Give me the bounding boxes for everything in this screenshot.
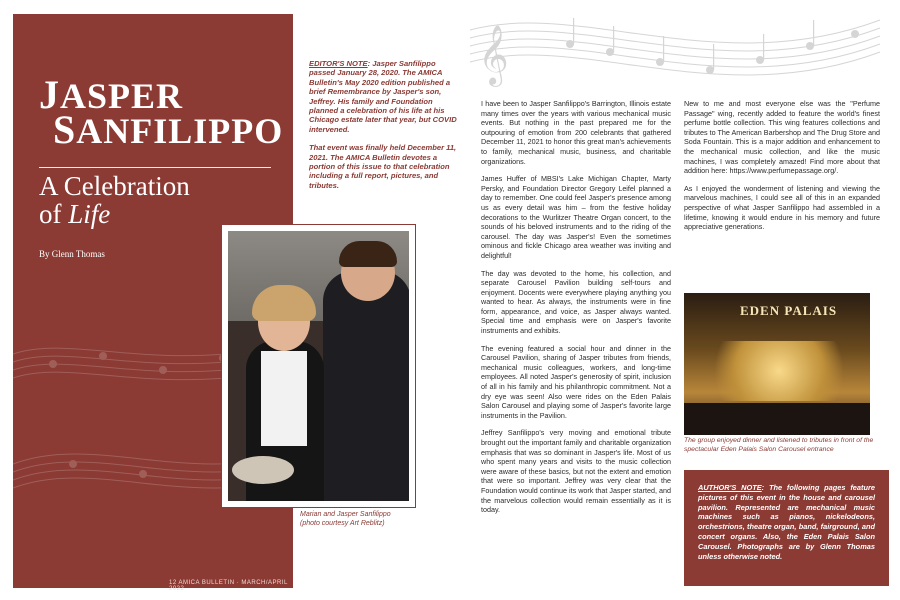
photo-caption-line2: (photo courtesy Art Reblitz) <box>300 520 385 527</box>
subtitle-line2-emph: Life <box>68 199 111 229</box>
carousel-caption: The group enjoyed dinner and listened to tributes in front of the spectacular Eden Palais Salon Carousel entrance <box>684 437 874 453</box>
column1-paragraph: Jeffrey Sanfilippo's very moving and emotional tribute brought out the important family and charitable organization emphasis that was so dominant in Jasper's life. Most of us who spent many years and visits to the music collection were aware of these basics, but not the extent and emotion that were so important. Jeffrey was very clear that the Foundation would continue its work that Jasper started, and the marvelous collection would remain essentially as it is today. <box>481 428 671 515</box>
column1-paragraph: James Huffer of MBSI's Lake Michigan Chapter, Marty Persky, and Foundation Director Gregory Leifel planned a day to remember. One could feel Jasper's presence among us as every detail was him – from the festive holiday decorations to the Wurlitzer Theatre Organ concert, to the sounds of his beloved instruments and to the riding of the carousel. The day was Jasper's! Even the sometimes ominous and fickle Chicago area weather was inviting and delightful! <box>481 174 671 260</box>
editors-note-label: EDITOR'S NOTE <box>309 59 368 68</box>
subtitle-line1: A Celebration <box>39 171 190 201</box>
title-divider <box>39 167 271 168</box>
carousel-crowd <box>684 403 870 435</box>
carousel-sign: EDEN PALAIS <box>740 303 838 318</box>
column1-paragraph: I have been to Jasper Sanfilippo's Barrington, Illinois estate many times over the years with various mechanical music events. But nothing in the past prepared me for the outpouring of emotion from 200 celebrants that gathered December 11, 2021 to honor this great man's achievements to family, mechanical music, business, and charitable organizations. <box>481 99 671 166</box>
carousel-photo <box>684 293 870 435</box>
article-subtitle <box>39 172 190 228</box>
column1-paragraph: The day was devoted to the home, his collection, and separate Carousel Pavilion building self-tours and enjoyment. Docents were everywhere playing anything you wanted to hear. As always, the instruments were in fine form, appearance, and voice, as Jasper always wanted. Special time and emphasis were on Jasper's favorite instruments and exhibits. <box>481 268 671 336</box>
editors-note-paragraph2: That event was finally held December 11, 2021. The AMICA Bulletin devotes a portion of this issue to that celebration including a full report, pictures, and tributes. <box>309 143 457 190</box>
photo-woman-shirt <box>261 351 307 446</box>
photo-caption-line1: Marian and Jasper Sanfilippo <box>300 511 391 518</box>
portrait-photo <box>228 231 409 501</box>
title-line1-rest: ASPER <box>60 76 184 116</box>
photo-frame <box>221 224 416 508</box>
column2-paragraph: As I enjoyed the wonderment of listening and viewing the marvelous machines, I could see all of this in an expanded perspective of what Jasper Sanfilippo had assembled in a lifetime, knowing it would endure in his memory and future appreciative generations. <box>684 183 880 232</box>
body-column-2 <box>684 99 880 240</box>
title-line2-cap: S <box>53 107 77 152</box>
photo-caption <box>300 510 430 528</box>
editors-note-paragraph1: : Jasper Sanfilippo passed January 28, 2020. The AMICA Bulletin's May 2020 edition published a brief Remembrance by Jasper's son, Jeffrey. His family and Foundation planned a celebration of his life at his Chicago estate later that year, but COVID intervened. <box>309 59 457 134</box>
title-line2-rest: ANFILIPPO <box>76 111 284 151</box>
photo-plate <box>232 456 294 484</box>
column2-paragraph: New to me and most everyone else was the "Perfume Passage" wing, recently added to feature the world's finest perfume bottle collection. This wing features collections and tributes to The American Barbershop and The Drug Store and Soda Fountain. This is a major addition and enhancement to the mechanical music collection, and like the music machines, I was completely amazed! Find more about that addition here: https://www.perfumepassage.org/. <box>684 99 880 176</box>
authors-note-text: : The following pages feature pictures of this event in the house and carousel pavilion. Represented are mechanical music machines such as pianos, nickelodeons, orchestrions, theatre organ, band, fairground, and concert organs. Also, the Eden Palais Salon Carousel. Photographs are by Glenn Thomas unless otherwise noted. <box>698 483 875 561</box>
editors-note <box>309 59 459 199</box>
carousel-lights <box>704 341 854 401</box>
authors-note-label: AUTHOR'S NOTE <box>698 483 762 492</box>
column1-paragraph: The evening featured a social hour and dinner in the Carousel Pavilion, sharing of Jasper tributes from friends, mechanical music colleagues, workers, and long-time employees. All noted Jasper's generosity of spirit, inclusion of all in his family and his philanthropic commitment. Not a dry eye was seen! Also were rides on the Eden Palais Salon Carousel and playing some of Jasper's favorite large instruments in the Pavilion. <box>481 343 671 420</box>
photo-man-body <box>323 271 409 501</box>
article-title <box>39 72 284 152</box>
svg-text:𝄞: 𝄞 <box>478 25 509 85</box>
subtitle-line2-prefix: of <box>39 199 69 229</box>
authors-note-box <box>684 470 889 586</box>
byline: By Glenn Thomas <box>39 249 105 259</box>
photo-man-hair <box>339 241 397 267</box>
body-column-1 <box>481 99 671 523</box>
page-footer: 12 AMICA BULLETIN · MARCH/APRIL 2022 <box>169 580 288 592</box>
title-line1-cap: J <box>39 72 60 117</box>
